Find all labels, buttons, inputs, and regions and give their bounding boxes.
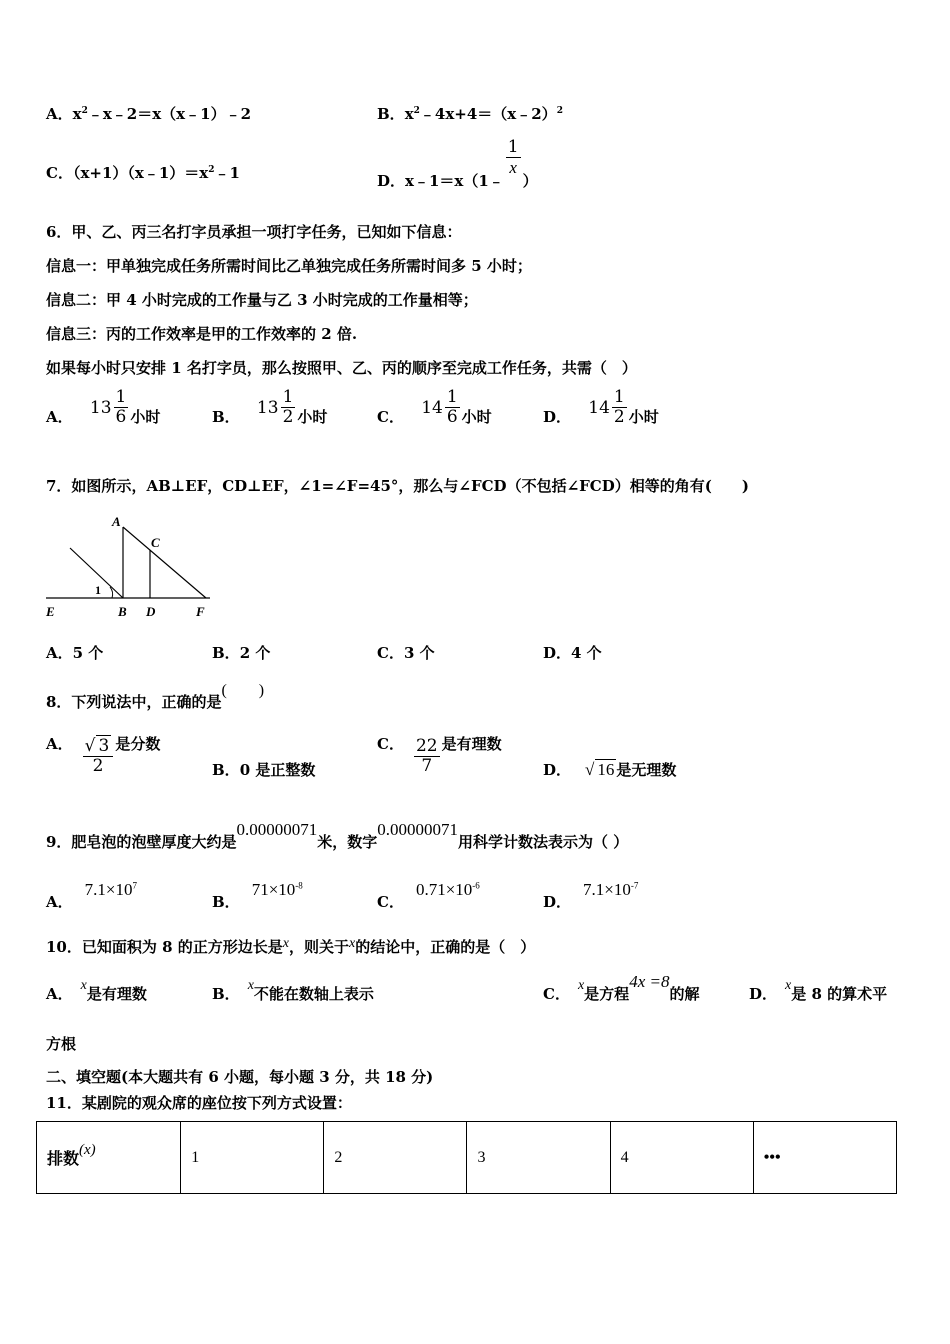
table-cell: 4 — [610, 1122, 753, 1194]
label-d: D — [146, 604, 156, 619]
line-af — [123, 527, 206, 598]
q7-stem: 7．如图所示，AB⊥EF，CD⊥EF，∠1=∠F=45°，那么与∠FCD（不包括∠FCD）相等的角有( ) — [46, 477, 749, 495]
table-cell: 3 — [467, 1122, 610, 1194]
label-a: A — [112, 514, 121, 529]
q10-stem: 10．已知面积为 8 的正方形边长是x，则关于x的结论中，正确的是（ ） — [46, 936, 536, 956]
q10-option-d: D． x是 8 的算术平 — [749, 978, 888, 1003]
q5-option-b: B．$x^2﹣4x+4=(x﹣2)^2$ — [377, 105, 563, 123]
section-2-heading: 二、填空题(本大题共有 6 小题，每小题 3 分，共 18 分) — [46, 1068, 434, 1086]
q8-option-d: D． √ 16 是无理数 — [543, 760, 677, 779]
q6-option-c: C． 14 $\frac{1}{6}$ 小时 — [377, 387, 492, 427]
table-header-cell: 排数(x) — [37, 1122, 181, 1194]
q7-option-d: D．4 个 — [543, 644, 602, 662]
q10-option-d-wrap: 方根 — [46, 1035, 77, 1053]
table-cell: 2 — [324, 1122, 467, 1194]
q8-stem: 8．下列说法中，正确的是( ) — [46, 682, 265, 711]
table-cell: 1 — [181, 1122, 324, 1194]
q5-option-d: D．x﹣1＝x（1﹣ $\frac{1}{x}$ ） — [377, 137, 538, 190]
q10-option-c: C． x是方程4x =8的解 — [543, 972, 700, 1003]
q6-info3: 信息三：丙的工作效率是甲的工作效率的 2 倍. — [46, 325, 358, 343]
q10-option-a: A． x是有理数 — [46, 978, 147, 1003]
q9-stem: 9．肥皂泡的泡壁厚度大约是0.00000071米，数字0.00000071用科学计数法表示为（ ） — [46, 820, 629, 851]
q5-option-a: A．$x^2﹣x﹣2=x(x﹣1)﹣2$ — [46, 105, 251, 123]
q7-option-a: A．5 个 — [46, 644, 104, 662]
q10-option-b: B． x不能在数轴上表示 — [212, 978, 374, 1003]
q8-option-b: B．0 是正整数 — [212, 761, 316, 779]
q9-option-c: C．$0.71\times 10^{-6}$ — [377, 880, 480, 911]
q11-stem: 11．某剧院的观众席的座位按下列方式设置： — [46, 1094, 352, 1112]
label-e: E — [46, 604, 55, 619]
q6-info1: 信息一：甲单独完成任务所需时间比乙单独完成任务所需时间多 5 小时； — [46, 257, 532, 275]
q6-option-a: A． 13 $\frac{1}{6}$ 小时 — [46, 387, 161, 427]
q9-option-a: A．$7.1\times 10^7$ — [46, 880, 137, 911]
label-c: C — [151, 535, 160, 550]
q6-option-d: D． 14 $\frac{1}{2}$ 小时 — [543, 387, 659, 427]
q6-info2: 信息二：甲 4 小时完成的工作量与乙 3 小时完成的工作量相等； — [46, 291, 478, 309]
q9-option-d: D．$7.1\times 10^{-7}$ — [543, 880, 639, 911]
q6-stem: 6．甲、乙、丙三名打字员承担一项打字任务，已知如下信息： — [46, 223, 462, 241]
q7-option-c: C．3 个 — [377, 644, 435, 662]
table-cell-ellipsis: ••• — [753, 1122, 896, 1194]
q7-option-b: B．2 个 — [212, 644, 271, 662]
label-f: F — [196, 604, 205, 619]
label-b: B — [118, 604, 127, 619]
q6-option-b: B． 13 $\frac{1}{2}$ 小时 — [212, 387, 328, 427]
q9-option-b: B．$71\times 10^{-8}$ — [212, 880, 303, 911]
q11-seat-table — [36, 1121, 897, 1194]
q7-figure — [40, 510, 220, 625]
q8-option-a: A． $\frac{√ 3}{2}$ 是分数 — [46, 734, 161, 776]
q8-option-c: C． $\frac{22}{7}$ 是有理数 — [377, 734, 502, 776]
q6-ask: 如果每小时只安排 1 名打字员，那么按照甲、乙、丙的顺序至完成工作任务，共需（ ） — [46, 359, 637, 377]
table-row — [37, 1122, 897, 1194]
label-1: 1 — [95, 583, 101, 597]
q5-option-c: C．$(x+1)(x﹣1)=x^2﹣1$ — [46, 164, 240, 182]
